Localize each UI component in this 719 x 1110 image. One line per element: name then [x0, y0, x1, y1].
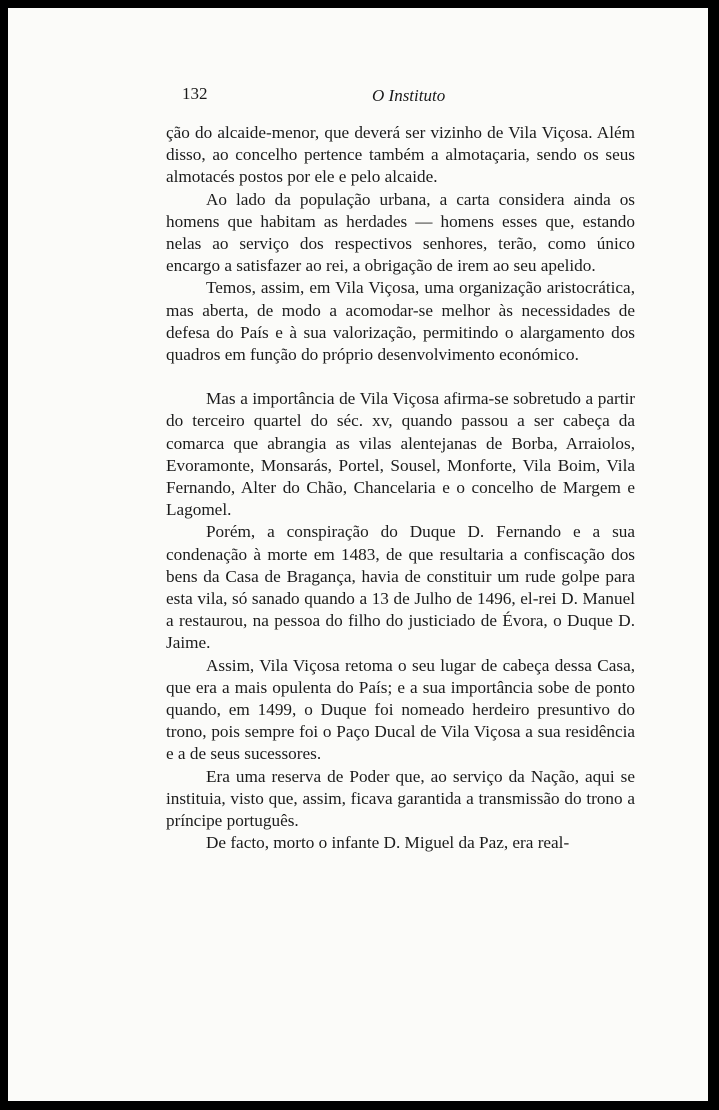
paragraph: Assim, Vila Viçosa retoma o seu lugar de cabeça dessa Casa, que era a mais opulenta do País; e a sua importância sobe de ponto quando, em 1499, o Duque foi nomeado herdeiro presuntivo do trono, pois sempre foi o Paço Ducal de Vila Viçosa a sua residência e a de seus sucessores. [166, 655, 635, 764]
page-number: 132 [182, 84, 208, 103]
paragraph: Porém, a conspiração do Duque D. Fernando e a sua condenação à morte em 1483, de que resultaria a confiscação dos bens da Casa de Bragança, havia de constituir um rude golpe para esta vila, só sanado quando a 13 de Julho de 1496, el-rei D. Manuel a restaurou, na pessoa do filho do justiciado de Évora, o Duque D. Jaime. [166, 522, 635, 653]
body-text [166, 122, 635, 855]
paragraph: Temos, assim, em Vila Viçosa, uma organização aristocrática, mas aberta, de modo a acomodar-se melhor às necessidades de defesa do País e à sua valorização, permitindo o alargamento dos quadros em função do próprio desenvolvimento económico. [166, 278, 635, 365]
paragraph: Ao lado da população urbana, a carta considera ainda os homens que habitam as herdades — homens esses que, estando nelas ao serviço dos respectivos senhores, terão, como único encargo a satisfazer ao rei, a obrigação de irem ao seu apelido. [166, 189, 635, 276]
paragraph: Era uma reserva de Poder que, ao serviço da Nação, aqui se instituia, visto que, assim, ficava garantida a transmissão do trono a príncipe português. [166, 766, 635, 831]
page-header [182, 84, 652, 108]
paragraph: ção do alcaide-menor, que deverá ser vizinho de Vila Viçosa. Além disso, ao concelho pertence também a almotaçaria, sendo os seus almotacés postos por ele e pelo alcaide. [166, 123, 635, 187]
paragraph: Mas a importância de Vila Viçosa afirma-se sobretudo a partir do terceiro quartel do séc. xv, quando passou a ser cabeça da comarca que abrangia as vilas alentejanas de Borba, Arraiolos, Evoramonte, Monsarás, Portel, Sousel, Monforte, Vila Boim, Vila Fernando, Alter do Chão, Chancelaria e o concelho de Margem e Lagomel. [166, 389, 635, 520]
paragraph: De facto, morto o infante D. Miguel da Paz, era real- [206, 833, 570, 853]
running-title: O Instituto [372, 86, 446, 105]
